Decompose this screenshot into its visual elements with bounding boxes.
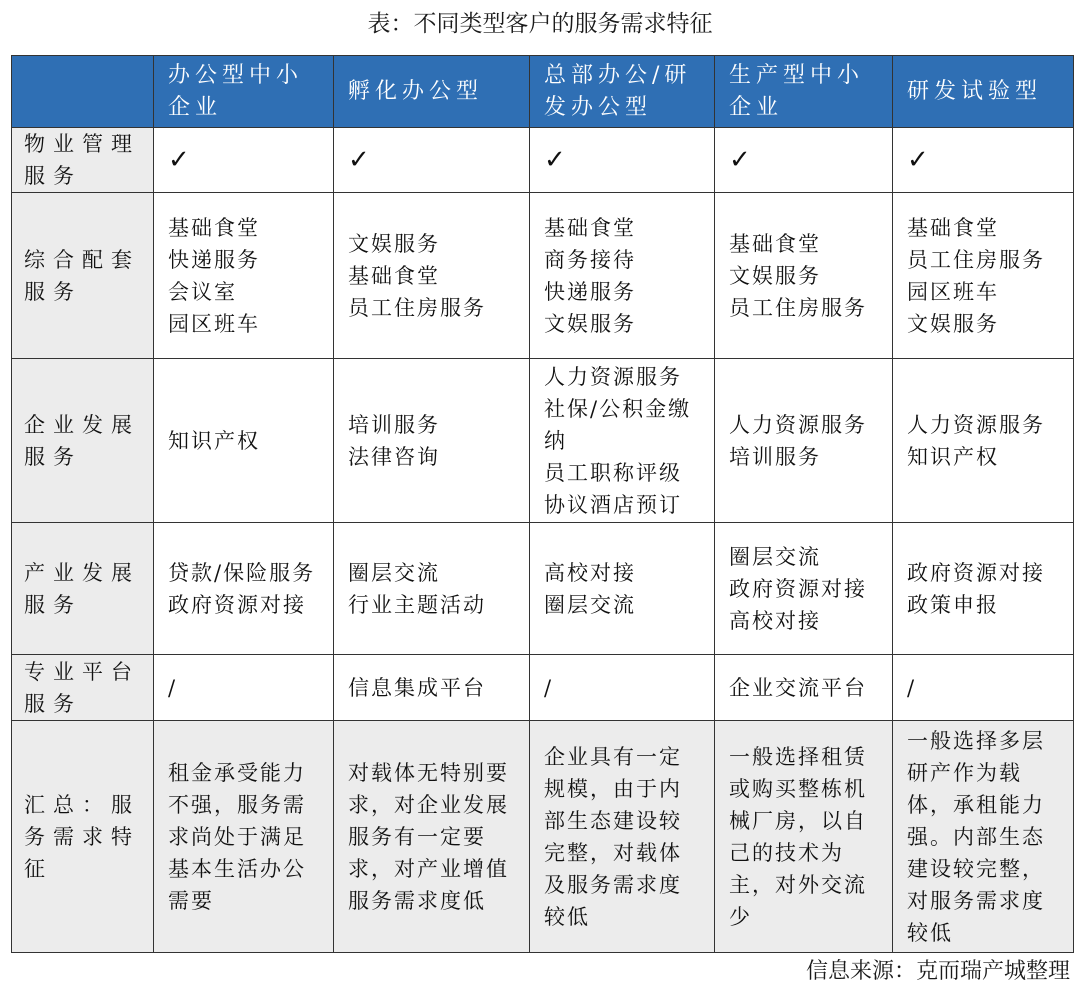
cell-line: 文娱服务 <box>729 263 821 288</box>
table-cell <box>715 193 893 359</box>
table-cell <box>893 128 1074 193</box>
cell-line: 圈层交流 <box>544 592 636 617</box>
table-cell <box>154 523 334 655</box>
cell-line: 文娱服务 <box>907 311 999 336</box>
cell-line: 政策申报 <box>907 592 999 617</box>
cell-line: 基础食堂 <box>907 215 999 240</box>
table-cell <box>530 655 715 721</box>
table-cell <box>530 128 715 193</box>
table-cell <box>154 721 334 953</box>
cell-line: 政府资源对接 <box>907 560 1045 585</box>
cell-line: / <box>907 675 917 700</box>
row-header: 专业平台服务 <box>12 655 154 721</box>
cell-line: 快递服务 <box>168 247 260 272</box>
cell-line: 基础食堂 <box>544 215 636 240</box>
cell-line: 培训服务 <box>348 412 440 437</box>
header-row <box>12 56 1074 128</box>
cell-line: 行业主题活动 <box>348 592 486 617</box>
service-demand-table <box>11 55 1074 953</box>
cell-line: 社保/公积金缴纳 <box>544 396 692 453</box>
cell-line: 商务接待 <box>544 247 636 272</box>
table-cell <box>715 523 893 655</box>
table-cell <box>530 721 715 953</box>
column-header: 研发试验型 <box>893 56 1074 128</box>
cell-line: 人力资源服务 <box>544 364 682 389</box>
table-cell <box>893 523 1074 655</box>
checkmark-icon: ✓ <box>168 145 192 175</box>
checkmark-icon: ✓ <box>729 145 753 175</box>
cell-line: 政府资源对接 <box>168 592 306 617</box>
table-cell <box>530 359 715 523</box>
table-row <box>12 721 1074 953</box>
cell-line: 协议酒店预订 <box>544 492 682 517</box>
cell-line: 文娱服务 <box>544 311 636 336</box>
source-note: 信息来源：克而瑞产城整理 <box>805 959 1070 984</box>
table-cell <box>154 359 334 523</box>
cell-line: / <box>168 675 178 700</box>
table-cell <box>334 523 530 655</box>
cell-line: 人力资源服务 <box>729 412 867 437</box>
table-cell <box>334 359 530 523</box>
cell-line: 知识产权 <box>907 444 999 469</box>
table-row <box>12 193 1074 359</box>
table-cell <box>893 655 1074 721</box>
table-cell <box>715 655 893 721</box>
cell-line: 企业具有一定规模，由于内部生态建设较完整，对载体及服务需求度较低 <box>544 744 682 929</box>
column-header: 孵化办公型 <box>334 56 530 128</box>
table-cell <box>334 655 530 721</box>
cell-line: 员工职称评级 <box>544 460 682 485</box>
cell-line: 贷款/保险服务 <box>168 560 316 585</box>
cell-line: 信息集成平台 <box>348 675 486 700</box>
table-row <box>12 655 1074 721</box>
cell-line: 会议室 <box>168 279 237 304</box>
table-cell <box>893 359 1074 523</box>
table-cell <box>154 655 334 721</box>
column-header: 总部办公/研发办公型 <box>530 56 715 128</box>
table-row <box>12 359 1074 523</box>
table-row <box>12 523 1074 655</box>
table-cell <box>530 193 715 359</box>
table-cell <box>715 128 893 193</box>
cell-line: 高校对接 <box>544 560 636 585</box>
cell-line: 法律咨询 <box>348 444 440 469</box>
cell-line: 员工住房服务 <box>907 247 1045 272</box>
table-cell <box>334 128 530 193</box>
cell-line: 培训服务 <box>729 444 821 469</box>
cell-line: 员工住房服务 <box>729 295 867 320</box>
checkmark-icon: ✓ <box>907 145 931 175</box>
cell-line: 人力资源服务 <box>907 412 1045 437</box>
checkmark-icon: ✓ <box>544 145 568 175</box>
row-header: 汇总：服务需求特征 <box>12 721 154 953</box>
table-cell <box>715 359 893 523</box>
cell-line: 园区班车 <box>168 311 260 336</box>
cell-line: 基础食堂 <box>348 263 440 288</box>
row-header: 企业发展服务 <box>12 359 154 523</box>
cell-line: 高校对接 <box>729 608 821 633</box>
header-corner <box>12 56 154 128</box>
cell-line: 圈层交流 <box>348 560 440 585</box>
row-header: 物业管理服务 <box>12 128 154 193</box>
cell-line: 园区班车 <box>907 279 999 304</box>
row-header: 综合配套服务 <box>12 193 154 359</box>
table-cell <box>893 193 1074 359</box>
cell-line: 文娱服务 <box>348 231 440 256</box>
cell-line: 租金承受能力不强，服务需求尚处于满足基本生活办公需要 <box>168 760 306 913</box>
table-cell <box>334 721 530 953</box>
cell-line: 政府资源对接 <box>729 576 867 601</box>
table-row <box>12 128 1074 193</box>
cell-line: / <box>544 675 554 700</box>
cell-line: 一般选择租赁或购买整栋机械厂房，以自己的技术为主，对外交流少 <box>729 744 867 929</box>
cell-line: 企业交流平台 <box>729 675 867 700</box>
column-header: 办公型中小企业 <box>154 56 334 128</box>
table-cell <box>154 128 334 193</box>
cell-line: 基础食堂 <box>729 231 821 256</box>
cell-line: 圈层交流 <box>729 544 821 569</box>
row-header: 产业发展服务 <box>12 523 154 655</box>
column-header: 生产型中小企业 <box>715 56 893 128</box>
table-cell <box>334 193 530 359</box>
cell-line: 知识产权 <box>168 428 260 453</box>
cell-line: 员工住房服务 <box>348 295 486 320</box>
cell-line: 快递服务 <box>544 279 636 304</box>
table-cell <box>530 523 715 655</box>
checkmark-icon: ✓ <box>348 145 372 175</box>
table-title: 表：不同类型客户的服务需求特征 <box>367 11 713 37</box>
cell-line: 一般选择多层研产作为载体，承租能力强。内部生态建设较完整，对服务需求度较低 <box>907 728 1045 945</box>
table-cell <box>715 721 893 953</box>
table-cell <box>893 721 1074 953</box>
cell-line: 基础食堂 <box>168 215 260 240</box>
table-cell <box>154 193 334 359</box>
cell-line: 对载体无特别要求，对企业发展服务有一定要求，对产业增值服务需求度低 <box>348 760 509 913</box>
